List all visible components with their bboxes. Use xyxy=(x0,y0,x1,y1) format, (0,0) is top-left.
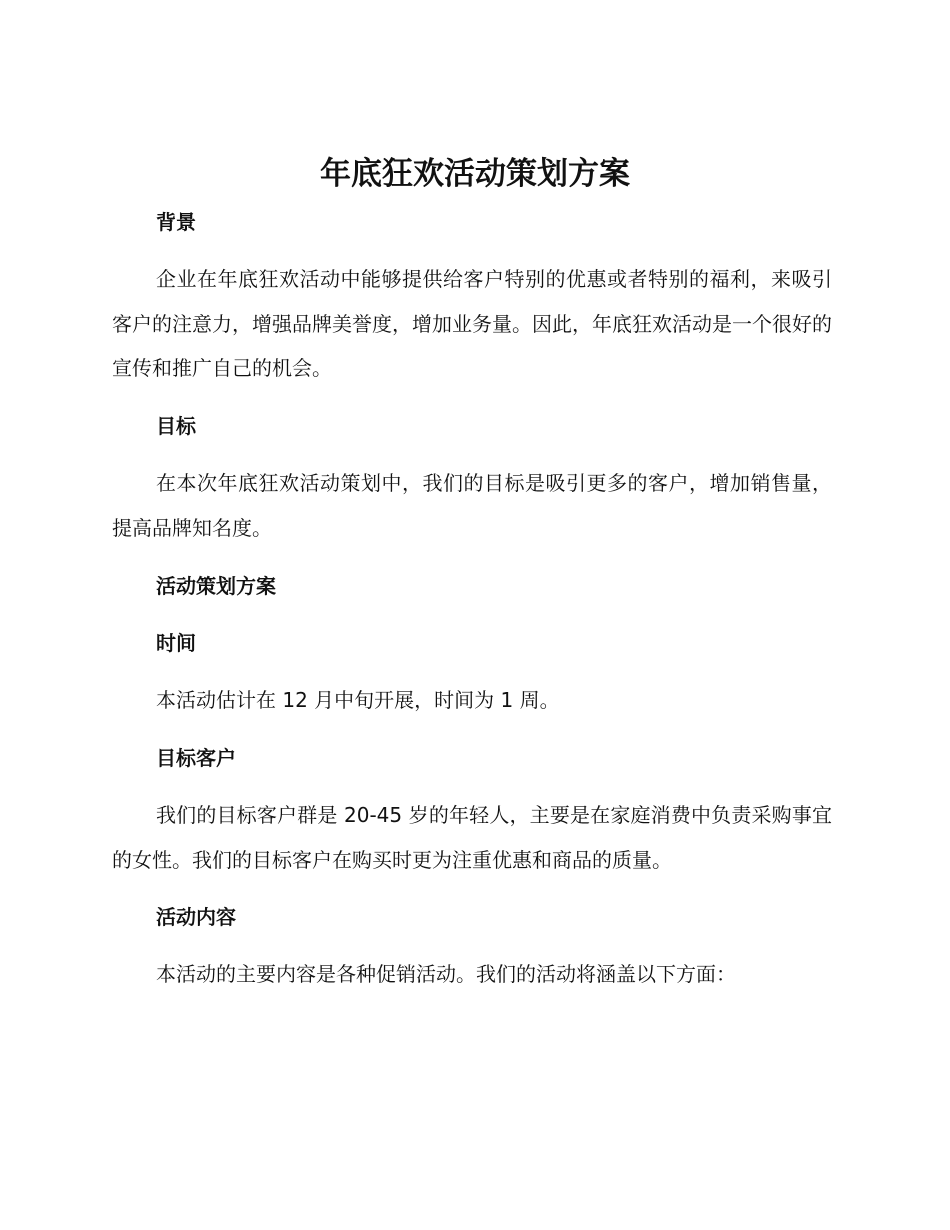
paragraph-goal: 在本次年底狂欢活动策划中，我们的目标是吸引更多的客户，增加销售量，提高品牌知名度。 xyxy=(112,471,832,540)
paragraph-time: 本活动估计在 12 月中旬开展，时间为 1 周。 xyxy=(156,688,560,712)
heading-goal: 目标 xyxy=(156,414,196,438)
paragraph-background: 企业在年底狂欢活动中能够提供给客户特别的优惠或者特别的福利，来吸引客户的注意力，增强品牌美誉度，增加业务量。因此，年底狂欢活动是一个很好的宣传和推广自己的机会。 xyxy=(112,267,832,380)
paragraph-activity-content: 本活动的主要内容是各种促销活动。我们的活动将涵盖以下方面： xyxy=(156,962,736,986)
heading-target-customers: 目标客户 xyxy=(156,746,236,770)
paragraph-target-customers: 我们的目标客户群是 20-45 岁的年轻人，主要是在家庭消费中负责采购事宜的女性。我们的目标客户在购买时更为注重优惠和商品的质量。 xyxy=(112,803,832,872)
heading-time: 时间 xyxy=(156,631,196,655)
document-title: 年底狂欢活动策划方案 xyxy=(320,156,630,192)
heading-background: 背景 xyxy=(156,210,196,234)
heading-plan: 活动策划方案 xyxy=(156,574,276,598)
heading-activity-content: 活动内容 xyxy=(156,905,236,929)
